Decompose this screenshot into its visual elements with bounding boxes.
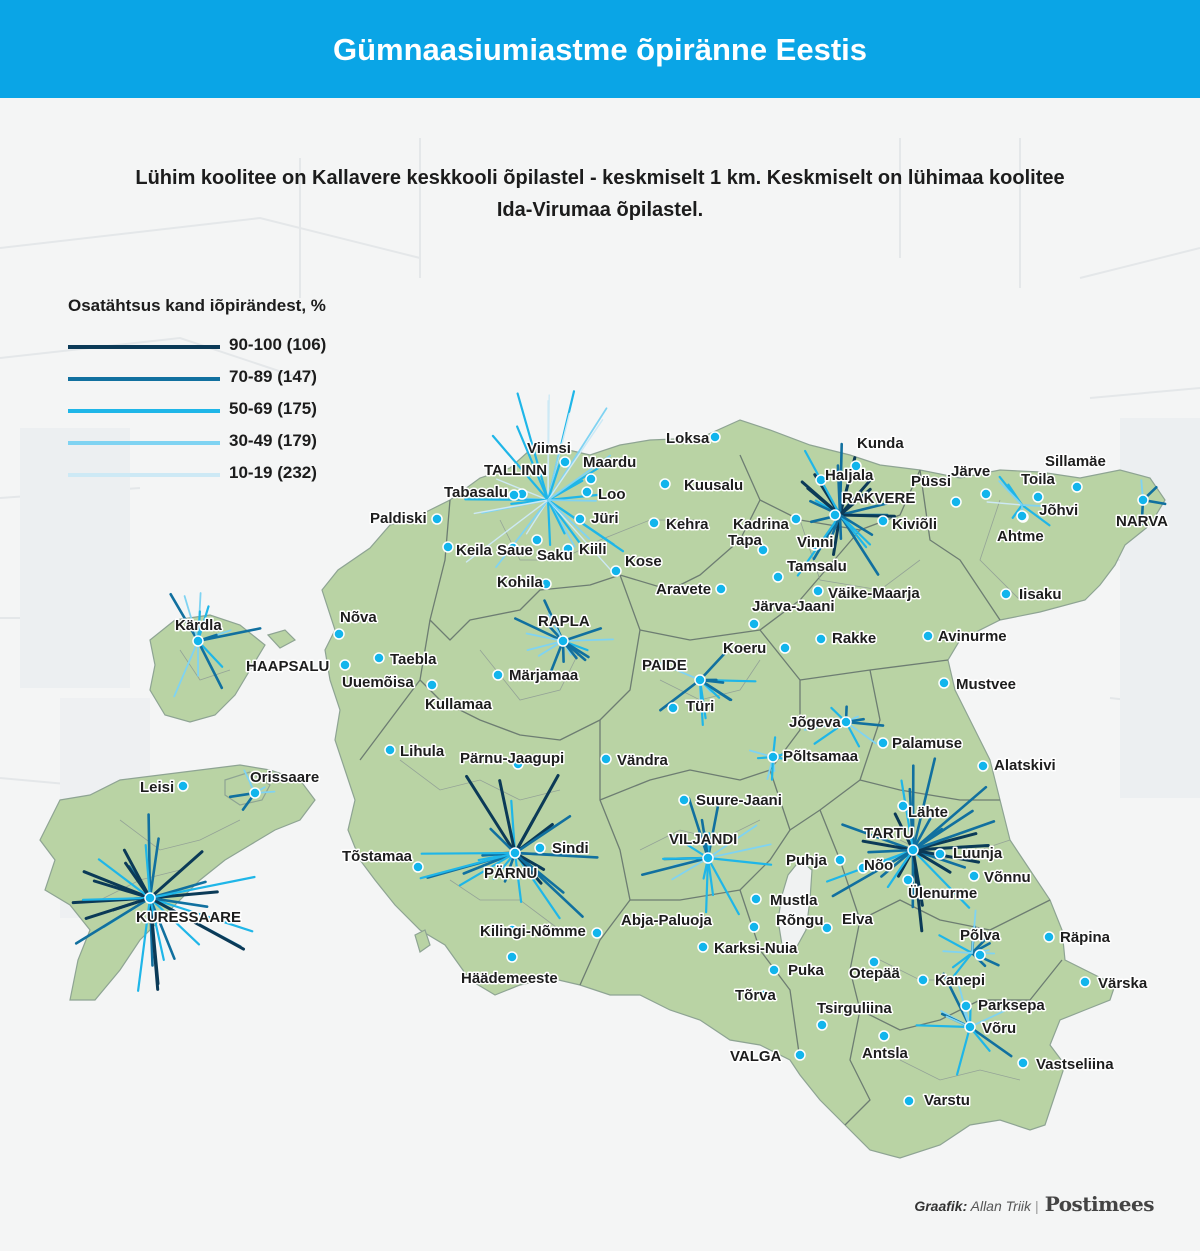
town-dot [649,518,659,528]
town-dot [903,875,913,885]
town-dot [668,703,678,713]
town-label: Põltsamaa [783,748,859,765]
town-dot [535,843,545,853]
town-label: PAIDE [642,657,687,674]
town-label: Nõva [340,609,377,626]
town-label: Puka [788,962,824,979]
town-dot [951,497,961,507]
town-dot [769,965,779,975]
town-label: Vastseliina [1036,1056,1114,1073]
town-dot [695,675,705,685]
town-label: Värska [1098,975,1148,992]
town-label: Kiili [579,541,607,558]
town-label: Sindi [552,840,589,857]
town-dot [981,489,991,499]
town-dot [601,754,611,764]
town-label: Lihula [400,743,445,760]
town-dot [432,514,442,524]
town-dot [795,1050,805,1060]
town-label: Kohila [497,574,543,591]
town-label: Kilingi-Nõmme [480,923,586,940]
town-dot [582,487,592,497]
credit-separator: | [1035,1198,1039,1214]
town-label: Iisaku [1019,586,1062,603]
town-label: Leisi [140,779,175,796]
town-label: Elva [842,911,873,928]
town-dot [1044,932,1054,942]
town-label: Rakke [832,630,877,647]
town-label: TARTU [864,825,914,842]
town-label: Jõgeva [789,714,841,731]
town-dot [592,928,602,938]
town-label: Järve [951,463,991,480]
town-label: Jüri [591,510,619,527]
town-dot [1001,589,1011,599]
town-label: Aravete [656,581,712,598]
town-dot [816,634,826,644]
town-dot [978,761,988,771]
town-dot [898,801,908,811]
town-dot [178,781,188,791]
town-label: Vinni [797,534,834,551]
town-label: HAAPSALU [246,658,330,675]
town-dot [1017,511,1027,521]
town-label: Ahtme [997,528,1044,545]
town-dot [385,745,395,755]
town-label: Alatskivi [994,757,1056,774]
credit [914,1192,1154,1216]
town-dot [935,849,945,859]
town-label: Taebla [390,651,437,668]
town-dot [558,636,568,646]
town-label: Kärdla [175,617,222,634]
town-dot [1080,977,1090,987]
town-label: Viimsi [527,440,571,457]
town-label: VILJANDI [669,831,738,848]
flow-line [840,515,841,539]
town-label: Kuusalu [684,477,744,494]
town-label: Räpina [1060,929,1111,946]
town-dot [1138,495,1148,505]
town-dot [340,660,350,670]
town-label: Jõhvi [1039,502,1079,519]
town-dot [698,942,708,952]
town-label: Koeru [723,640,767,657]
town-label: Võru [982,1020,1017,1037]
legend-label: 70-89 (147) [229,367,317,386]
town-label: Kose [625,553,662,570]
town-label: Kadrina [733,516,789,533]
town-dot [878,516,888,526]
town-label: VALGA [730,1048,782,1065]
town-label: Antsla [862,1045,908,1062]
town-label: Tõstamaa [342,848,413,865]
town-dot [509,490,519,500]
flow-line [840,515,894,516]
town-label: Otepää [849,965,900,982]
town-dot [879,1031,889,1041]
town-label: Saku [537,547,573,564]
town-label: Parksepa [978,997,1045,1014]
town-label: Tabasalu [444,484,508,501]
town-label: Puhja [786,852,827,869]
town-dot [1072,482,1082,492]
town-label: Järva-Jaani [752,598,835,615]
town-dot [611,566,621,576]
town-dot [822,923,832,933]
publisher-logo: Postimees [1044,1192,1154,1216]
town-label: Türi [686,698,715,715]
town-label: Mustvee [956,676,1017,693]
subtitle-line-1: Lühim koolitee on Kallavere keskkooli õpilastel - keskmiselt 1 km. Keskmiselt on lühimaa koolitee [135,167,1065,189]
town-dot [510,848,520,858]
town-dot [768,752,778,762]
town-dot [443,542,453,552]
town-label: Tamsalu [787,558,847,575]
town-label: Haljala [825,467,874,484]
town-dot [193,636,203,646]
town-dot [969,871,979,881]
town-dot [532,535,542,545]
town-dot [965,1022,975,1032]
town-label: Toila [1021,471,1055,488]
town-label: Orissaare [250,769,320,786]
town-dot [710,432,720,442]
town-dot [939,678,949,688]
town-label: Uuemõisa [342,674,414,691]
flow-line [663,858,708,859]
town-dot [703,853,713,863]
town-dot [780,643,790,653]
subtitle-line-2: Ida-Virumaa õpilastel. [496,199,704,221]
town-label: Abja-Paluoja [621,912,712,929]
town-label: Saue [497,542,533,559]
town-label: Kiviõli [892,516,938,533]
town-label: Varstu [924,1092,970,1109]
town-dot [878,738,888,748]
island-vormsi [268,630,295,648]
town-label: Märjamaa [509,667,579,684]
town-dot [145,893,155,903]
town-label: Lähte [908,804,949,821]
town-label: RAKVERE [842,490,916,507]
town-dot [830,510,840,520]
town-label: Tsirguliina [817,1000,892,1017]
town-dot [749,922,759,932]
town-dot [250,788,260,798]
town-dot [413,862,423,872]
town-label: Kullamaa [425,696,492,713]
town-label: Tõrva [735,987,776,1004]
town-dot [791,514,801,524]
town-dot [813,586,823,596]
town-label: Maardu [583,454,637,471]
town-dot [374,653,384,663]
town-dot [749,619,759,629]
town-dot [817,1020,827,1030]
island-saaremaa [40,765,315,1000]
town-dot [961,1001,971,1011]
legend-label: 30-49 (179) [229,431,317,450]
town-label: Kunda [857,435,904,452]
town-label: Väike-Maarja [828,585,920,602]
town-dot [427,680,437,690]
legend-label: 90-100 (106) [229,335,327,354]
town-label: PÄRNU [484,865,538,882]
town-label: Loo [598,486,626,503]
town-dot [586,474,596,484]
legend-label: 50-69 (175) [229,399,317,418]
town-label: Paldiski [370,510,427,527]
town-dot [334,629,344,639]
credit-label: Graafik: [914,1198,968,1214]
town-dot [975,950,985,960]
town-label: Võnnu [984,869,1031,886]
legend-title: Osatähtsus kand iõpirändest, % [68,296,326,315]
town-label: Pärnu-Jaagupi [460,750,565,767]
town-dot [507,952,517,962]
town-label: Rõngu [776,912,824,929]
town-label: Palamuse [892,735,963,752]
town-label: Loksa [666,430,710,447]
town-label: Tapa [728,532,762,549]
town-label: NARVA [1116,513,1168,530]
town-label: Häädemeeste [461,970,558,987]
page-title: Gümnaasiumiastme õpiränne Eestis [332,32,868,67]
town-label: Kanepi [935,972,986,989]
town-label: KURESSAARE [136,909,242,926]
town-dot [575,514,585,524]
credit-author: Allan Triik [970,1198,1032,1214]
town-label: Kehra [666,516,709,533]
town-label: TALLINN [484,462,548,479]
town-dot [560,457,570,467]
town-dot [1018,1058,1028,1068]
town-dot [751,894,761,904]
town-label: Avinurme [938,628,1007,645]
town-dot [660,479,670,489]
town-dot [908,845,918,855]
town-label: Nõo [864,857,894,874]
town-dot [716,584,726,594]
town-label: Keila [456,542,492,559]
town-label: Mustla [770,892,818,909]
town-dot [679,795,689,805]
town-label: RAPLA [538,613,590,630]
town-dot [904,1096,914,1106]
legend-label: 10-19 (232) [229,463,317,482]
town-label: Põlva [960,927,1001,944]
town-dot [918,975,928,985]
town-dot [835,855,845,865]
flow-line [422,853,515,854]
flow-line [548,500,596,501]
town-dot [1033,492,1043,502]
town-dot [841,717,851,727]
town-label: Karksi-Nuia [714,940,798,957]
town-label: Püssi [911,473,952,490]
town-label: Vändra [617,752,668,769]
town-label: Sillamäe [1045,453,1106,470]
town-dot [773,572,783,582]
town-label: Luunja [953,845,1003,862]
town-dot [493,670,503,680]
town-dot [923,631,933,641]
town-label: Suure-Jaani [696,792,782,809]
town-label: Ülenurme [908,885,978,902]
